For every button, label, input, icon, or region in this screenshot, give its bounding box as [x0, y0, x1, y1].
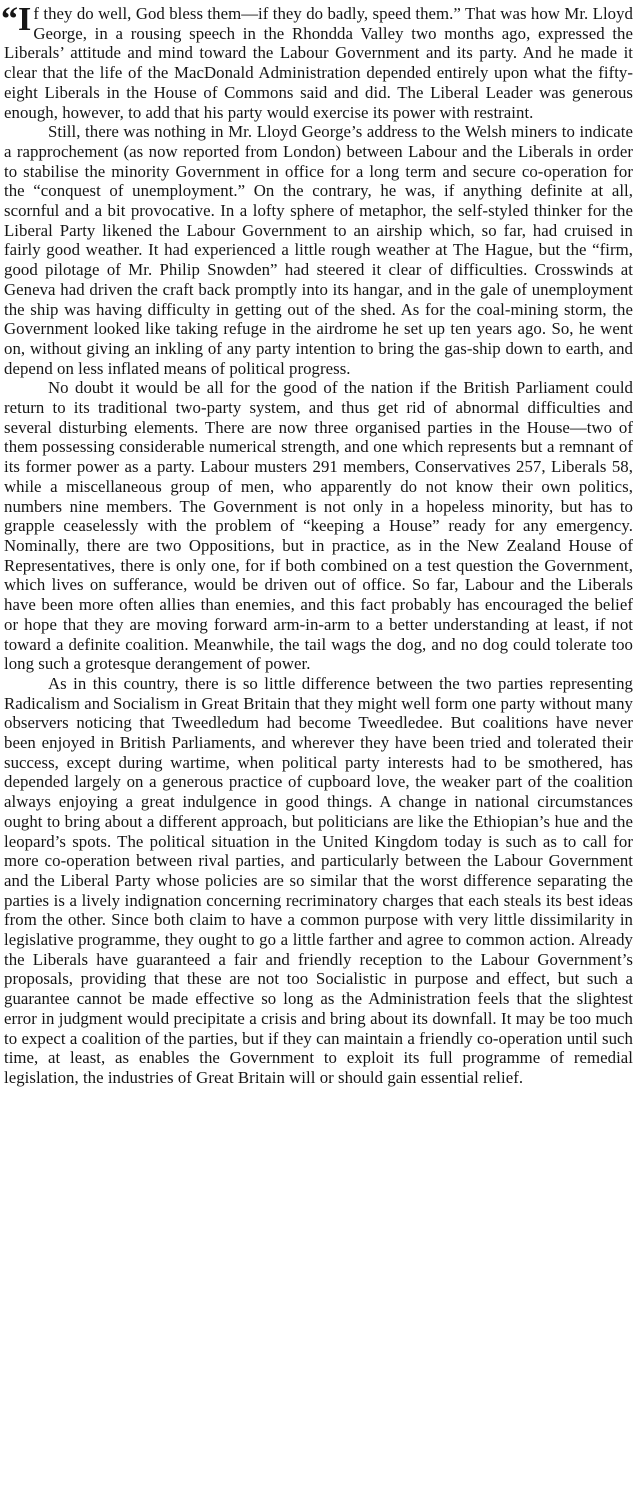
- paragraph-3: No doubt it would be all for the good of the nation if the British Parliament could return to its traditional two-party system, and thus get rid of abnormal difficulties and several disturbing elements. There are now three organised parties in the House—two of them possessing considerable numerical strength, and one which represents but a remnant of its former power as a party. Labour musters 291 members, Conservatives 257, Liberals 58, while a miscellaneous group of men, who apparently do not know their own politics, numbers nine members. The Government is not only in a hopeless minority, but has to grapple ceaselessly with the problem of “keeping a House” ready for any emergency. Nominally, there are two Oppositions, but in practice, as in the New Zealand House of Representatives, there is only one, for if both combined on a test question the Government, which lives on sufferance, would be driven out of office. So far, Labour and the Liberals have been more often allies than enemies, and this fact probably has encouraged the belief or hope that they are moving forward arm-in-arm to a better understanding at least, if not toward a definite coalition. Meanwhile, the tail wags the dog, and no dog could tolerate too long such a grotesque derangement of power.: [4, 378, 633, 674]
- paragraph-1: “If they do well, God bless them—if they do badly, speed them.” That was how Mr. Lloyd George, in a rousing speech in the Rhondda Valley two months ago, expressed the Liberals’ attitude and mind toward the Labour Government and its party. And he made it clear that the life of the MacDonald Administration depended entirely upon what the fifty-eight Liberals in the House of Commons said and did. The Liberal Leader was generous enough, however, to add that his party would exercise its power with restraint.: [1, 1, 633, 122]
- paragraph-4: As in this country, there is so little difference between the two parties representing Radicalism and Socialism in Great Britain that they might well form one party without many observers noticing that Tweedledum had become Tweedledee. But coalitions have never been enjoyed in British Parliaments, and wherever they have been tried and tolerated their success, except during wartime, when political party interests had to be smothered, has depended largely on a generous practice of cupboard love, the weaker part of the coalition always enjoying a great indulgence in good things. A change in national circumstances ought to bring about a different approach, but politicians are like the Ethiopian’s hue and the leopard’s spots. The political situation in the United Kingdom today is such as to call for more co-operation between rival parties, and particularly between the Labour Government and the Liberal Party whose policies are so similar that the worst difference separating the parties is a lively indignation concerning recriminatory charges that each steals its best ideas from the other. Since both claim to have a common purpose with very little dissimilarity in legislative programme, they ought to go a little farther and agree to common action. Already the Liberals have guaranteed a fair and friendly reception to the Labour Government’s proposals, providing that these are not too Socialistic in purpose and effect, but such a guarantee cannot be made effective so long as the Administration feels that the slightest error in judgment would precipitate a crisis and bring about its downfall. It may be too much to expect a coalition of the parties, but if they can maintain a friendly co-operation until such time, at least, as enables the Government to exploit its full programme of remedial legislation, the industries of Great Britain will or should gain essential relief.: [4, 673, 633, 1087]
- paragraph-2: Still, there was nothing in Mr. Lloyd George’s address to the Welsh miners to indicate a rapprochement (as now reported from London) between Labour and the Liberals in order to stabilise the minority Government in office for a long term and secure co-operation for the “conquest of unemployment.” On the contrary, he was, if anything definite at all, scornful and a bit provocative. In a lofty sphere of metaphor, the self-styled thinker for the Liberal Party likened the Labour Government to an airship which, so far, had cruised in fairly good weather. It had experienced a little rough weather at The Hague, but the “firm, good pilotage of Mr. Philip Snowden” had steered it clear of difficulties. Crosswinds at Geneva had driven the craft back promptly into its hangar, and in the gale of unemployment the ship was having difficulty in getting out of the shed. As for the coal-mining storm, the Government looked like taking refuge in the airdrome he set up ten years ago. So, he went on, without giving an inkling of any party intention to bring the gas-ship down to earth, and depend on less inflated means of political progress.: [4, 122, 633, 378]
